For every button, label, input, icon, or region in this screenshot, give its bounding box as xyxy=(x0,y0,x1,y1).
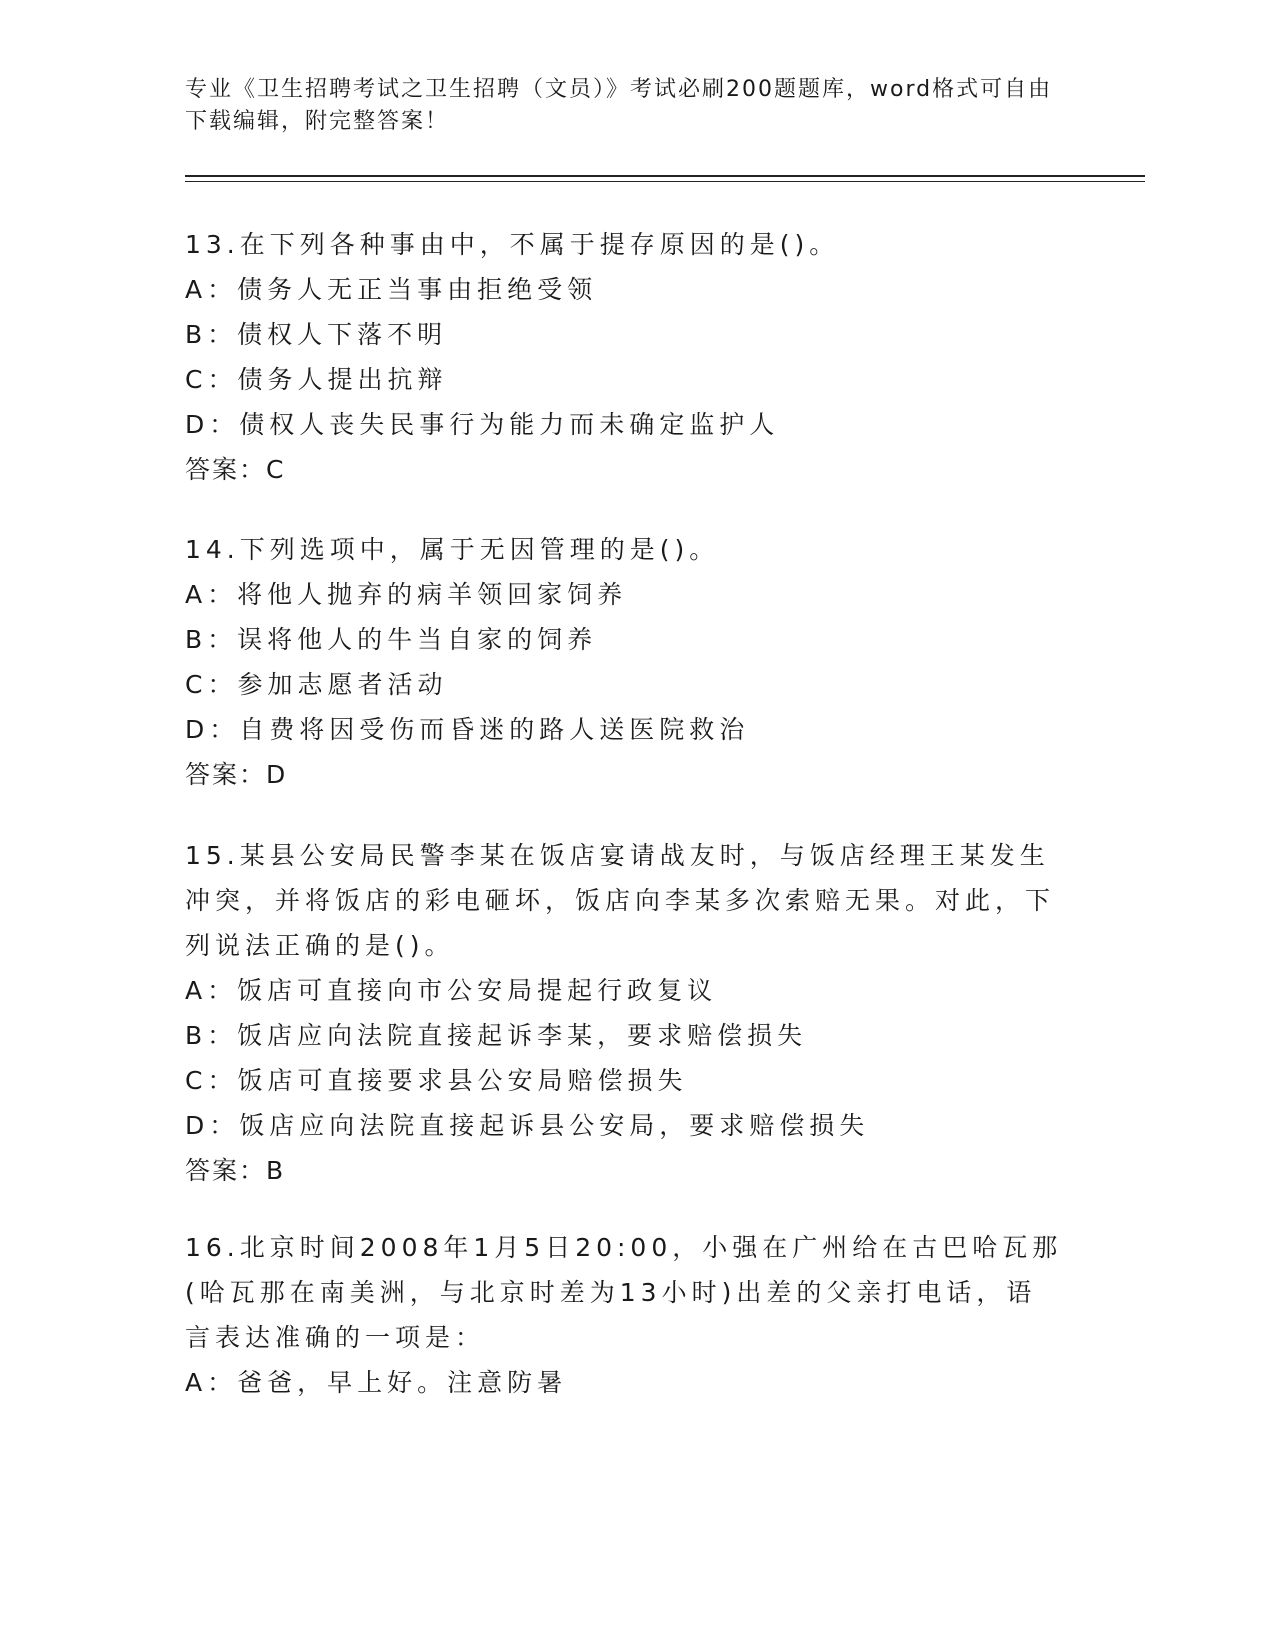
option-b: B：债权人下落不明 xyxy=(185,320,448,349)
option-a: A：债务人无正当事由拒绝受领 xyxy=(185,275,598,304)
option-b: B：误将他人的牛当自家的饲养 xyxy=(185,625,598,654)
option-c: C：参加志愿者活动 xyxy=(185,670,448,699)
answer-line: 答案：B xyxy=(185,1156,286,1185)
question-16 xyxy=(185,1225,1065,1405)
header-divider-thin xyxy=(185,181,1145,182)
option-d: D：自费将因受伤而昏迷的路人送医院救治 xyxy=(185,715,750,744)
question-stem: 15.某县公安局民警李某在饭店宴请战友时，与饭店经理王某发生冲突，并将饭店的彩电砸坏，饭店向李某多次索赔无果。对此，下列说法正确的是()。 xyxy=(185,841,1056,960)
option-c: C：饭店可直接要求县公安局赔偿损失 xyxy=(185,1066,688,1095)
question-13 xyxy=(185,222,1065,492)
answer-line: 答案：D xyxy=(185,760,288,789)
option-a: A：爸爸，早上好。注意防暑 xyxy=(185,1368,568,1397)
question-14 xyxy=(185,527,1065,797)
option-b: B：饭店应向法院直接起诉李某，要求赔偿损失 xyxy=(185,1021,808,1050)
question-stem: 14.下列选项中，属于无因管理的是()。 xyxy=(185,535,720,564)
option-d: D：饭店应向法院直接起诉县公安局，要求赔偿损失 xyxy=(185,1111,870,1140)
option-a: A：饭店可直接向市公安局提起行政复议 xyxy=(185,976,718,1005)
header-divider-thick xyxy=(185,175,1145,177)
question-stem: 16.北京时间2008年1月5日20:00，小强在广州给在古巴哈瓦那(哈瓦那在南美洲，与北京时差为13小时)出差的父亲打电话，语言表达准确的一项是： xyxy=(185,1233,1063,1352)
header-text: 专业《卫生招聘考试之卫生招聘（文员）》考试必刷200题题库，word格式可自由下载编辑，附完整答案！ xyxy=(185,77,1053,134)
option-d: D：债权人丧失民事行为能力而未确定监护人 xyxy=(185,410,780,439)
question-stem: 13.在下列各种事由中，不属于提存原因的是()。 xyxy=(185,230,840,259)
option-a: A：将他人抛弃的病羊领回家饲养 xyxy=(185,580,628,609)
answer-line: 答案：C xyxy=(185,455,286,484)
question-15 xyxy=(185,833,1065,1193)
option-c: C：债务人提出抗辩 xyxy=(185,365,448,394)
document-header xyxy=(185,74,1065,138)
